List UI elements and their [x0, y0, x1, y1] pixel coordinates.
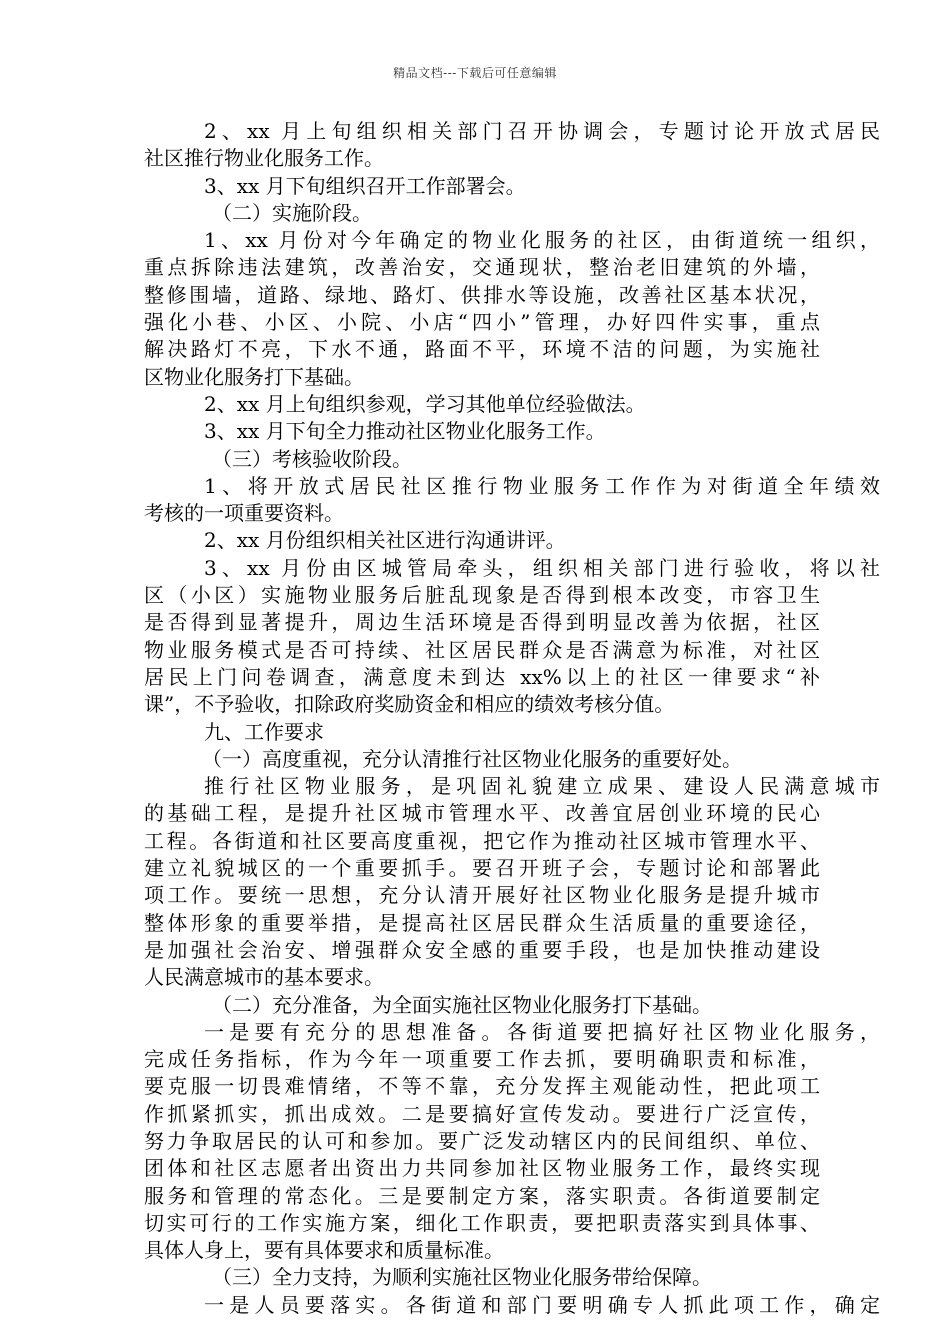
text-line: 完成任务指标，作为今年一项重要工作去抓，要明确职责和标准，	[144, 1047, 820, 1072]
text-line: 是否得到显著提升，周边生活环境是否得到明显改善为依据，社区	[144, 610, 820, 635]
text-line: 课”，不予验收，扣除政府奖励资金和相应的绩效考核分值。	[144, 692, 675, 717]
text-line: 作抓紧抓实，抓出成效。二是要搞好宣传发动。要进行广泛宣传，	[144, 1101, 820, 1126]
section-heading: （三）考核验收阶段。	[212, 446, 412, 471]
text-line: 区（小区）实施物业服务后脏乱现象是否得到根本改变，市容卫生	[144, 583, 820, 608]
text-line: 人民满意城市的基本要求。	[144, 965, 384, 990]
text-line: 2、xx 月份组织相关社区进行沟通讲评。	[204, 528, 566, 553]
section-heading: （二）充分准备，为全面实施社区物业化服务打下基础。	[212, 992, 712, 1017]
page-header: 精品文档---下载后可任意编辑	[393, 66, 557, 80]
text-line: 重点拆除违法建筑，改善治安，交通现状，整治老旧建筑的外墙，	[144, 255, 820, 280]
text-line: 物业服务模式是否可持续、社区居民群众是否满意为标准，对社区	[144, 637, 820, 662]
text-line: 服务和管理的常态化。三是要制定方案，落实职责。各街道要制定	[144, 1183, 820, 1208]
text-line: 考核的一项重要资料。	[144, 501, 344, 526]
text-line: 区物业化服务打下基础。	[144, 364, 364, 389]
text-line: 2、xx 月上旬组织参观，学习其他单位经验做法。	[204, 391, 646, 416]
text-line: 切实可行的工作实施方案，细化工作职责，要把职责落实到具体事、	[144, 1210, 820, 1235]
text-line: 社区推行物业化服务工作。	[144, 146, 384, 171]
text-line: 努力争取居民的认可和参加。要广泛发动辖区内的民间组织、单位、	[144, 1128, 820, 1153]
text-line: 具体人身上，要有具体要求和质量标准。	[144, 1238, 504, 1263]
document-body	[144, 118, 880, 1319]
text-line: 建立礼貌城区的一个重要抓手。要召开班子会，专题讨论和部署此	[144, 856, 820, 881]
section-heading: （二）实施阶段。	[212, 200, 372, 225]
text-line: 要克服一切畏难情绪，不等不靠，充分发挥主观能动性，把此项工	[144, 1074, 820, 1099]
text-line: 是加强社会治安、增强群众安全感的重要手段，也是加快推动建设	[144, 937, 820, 962]
text-line: 一是人员要落实。各街道和部门要明确专人抓此项工作，确定	[204, 1292, 880, 1317]
text-line: 一是要有充分的思想准备。各街道要把搞好社区物业化服务，	[204, 1019, 880, 1044]
section-heading: （一）高度重视，充分认清推行社区物业化服务的重要好处。	[202, 746, 742, 771]
text-line: 解决路灯不亮，下水不通，路面不平，环境不洁的问题，为实施社	[144, 337, 820, 362]
text-line: 项工作。要统一思想，充分认清开展好社区物业化服务是提升城市	[144, 883, 820, 908]
section-heading: （三）全力支持，为顺利实施社区物业化服务带给保障。	[212, 1265, 712, 1290]
text-line: 居民上门问卷调查，满意度未到达 xx%以上的社区一律要求“补	[144, 664, 820, 689]
chapter-heading: 九、工作要求	[204, 719, 324, 744]
text-line: 3、xx 月份由区城管局牵头，组织相关部门进行验收，将以社	[204, 555, 880, 580]
text-line: 2、xx 月上旬组织相关部门召开协调会，专题讨论开放式居民	[204, 119, 880, 143]
text-line: 1、将开放式居民社区推行物业服务工作作为对街道全年绩效	[204, 473, 880, 498]
text-line: 推行社区物业服务，是巩固礼貌建立成果、建设人民满意城市	[204, 774, 880, 799]
text-line: 团体和社区志愿者出资出力共同参加社区物业服务工作，最终实现	[144, 1156, 820, 1181]
text-line: 3、xx 月下旬组织召开工作部署会。	[204, 173, 526, 198]
text-line: 3、xx 月下旬全力推动社区物业化服务工作。	[204, 419, 606, 444]
text-line: 1、xx 月份对今年确定的物业化服务的社区，由街道统一组织，	[204, 228, 880, 253]
text-line: 的基础工程，是提升社区城市管理水平、改善宜居创业环境的民心	[144, 801, 820, 826]
text-line: 强化小巷、小区、小院、小店“四小”管理，办好四件实事，重点	[144, 310, 820, 335]
text-line: 整修围墙，道路、绿地、路灯、供排水等设施，改善社区基本状况，	[144, 282, 820, 307]
text-line: 工程。各街道和社区要高度重视，把它作为推动社区城市管理水平、	[144, 828, 820, 853]
text-line: 整体形象的重要举措，是提高社区居民群众生活质量的重要途径，	[144, 910, 820, 935]
